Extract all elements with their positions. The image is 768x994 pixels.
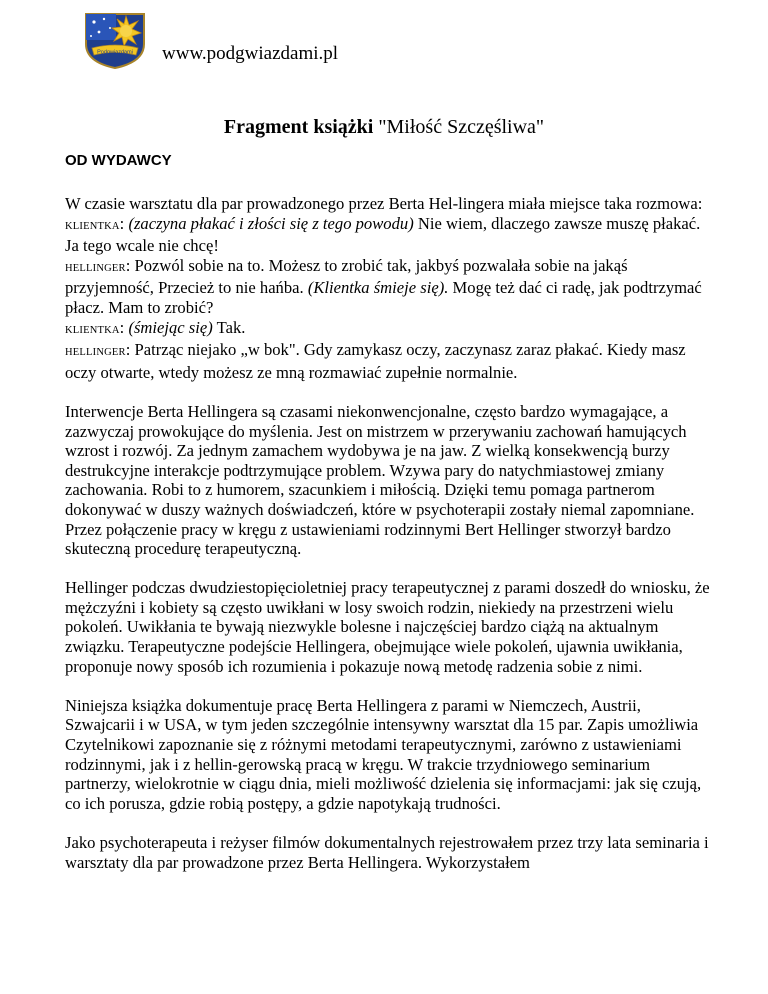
paragraph: Jako psychoterapeuta i reżyser filmów dokumentalnych rejestrowałem przez trzy lata seminaria i warsztaty dla par prowadzone przez Berta Hellingera. Wykorzystałem <box>65 833 709 872</box>
paragraph: Hellinger podczas dwudziestopięcioletniej pracy terapeutycznej z parami doszedł do wniosku, że mężczyźni i kobiety są często uwikłani w losy swoich rodzin, niekiedy na przestrzeni wielu pokoleń. Uwikłania te bywają niezwykle bolesne i najczęściej bardzo ciążą na aktualnym związku. Terapeutyczne podejście Hellingera, obejmujące wiele pokoleń, ujawnia uwikłania, proponuje nowy sposób ich rozumienia i pokazuje nową metodę radzenia sobie z nimi. <box>65 578 710 676</box>
dialogue-line: Patrząc niejako „w bok". Gdy zamykasz oczy, zaczynasz zaraz płakać. Kiedy masz oczy otwarte, wtedy możesz ze mną rozmawiać zupełnie normalnie. <box>65 340 686 382</box>
title-prefix: Fragment książki <box>223 116 379 138</box>
dialogue-block: W czasie warsztatu dla par prowadzonego przez Berta Hel-lingera miała miejsce taka rozmowa: KLIENTKA: (zaczyna płakać i złości się z tego powodu) Nie wiem, dlaczego zawsze muszę płakać. Ja tego wcale nie chcę! HELLINGER: Pozwól sobie na to. Możesz to zrobić tak, jakbyś pozwalała sobie na jakąś przyjemność, Przecież to nie hańba. (Klientka śmieje się). Mogę też dać ci radę, jak podtrzymać płacz. Mam to zrobić? KLIENTKA: (śmiejąc się) Tak. HELLINGER: Patrząc niejako „w bok". Gdy zamykasz oczy, zaczynasz zaraz płakać. Kiedy masz oczy otwarte, wtedy możesz ze mną rozmawiać zupełnie normalnie. <box>65 194 703 382</box>
stage-direction: (zaczyna płakać i złości się z tego powodu) <box>128 213 414 233</box>
document-body <box>65 194 715 892</box>
page-header <box>82 10 482 70</box>
site-url: www.podgwiazdami.pl <box>162 43 339 64</box>
paragraph: Interwencje Berta Hellingera są czasami niekonwencjonalne, często bardzo wymagające, a zazwyczaj prowokujące do myślenia. Jest on mistrzem w przerywaniu zachowań hamujących wzrost i rozwój. Za jednym zamachem wydobywa je na jaw. Z wielką konsekwencją burzy destrukcyjne interakcje podtrzymujące problem. Wzywa pary do natychmiastowej zmiany zachowania. Robi to z humorem, szacunkiem i miłością. Dzięki temu pomaga partnerom dokonywać w duszy ważnych doświadczeń, które w psychoterapii zostały niemal zapomniane. Przez połączenie pracy w kręgu z ustawieniami rodzinnymi Bert Hellinger stworzył bardzo skuteczną procedurę terapeutyczną. <box>65 401 695 559</box>
podgwiazdami-logo <box>82 10 148 70</box>
speaker-label: KLIENTKA <box>65 324 120 336</box>
stage-direction: (śmiejąc się) <box>128 317 213 337</box>
dialogue-line: Nie wiem, dlaczego zawsze muszę płakać. Ja tego wcale nie chcę! <box>65 213 701 256</box>
stage-direction: (Klientka śmieje się). <box>307 278 449 298</box>
paragraph: Niniejsza książka dokumentuje pracę Berta Hellingera z parami w Niemczech, Austrii, Szwajcarii i w USA, w tym jeden szczególnie intensywny warsztat dla 15 par. Zapis umożliwia Czytelnikowi zapoznanie się z różnymi metodami terapeutycznymi, zarówno z ustawieniami rodzinnymi, jak i z hellin-gerowską pracą w kręgu. W trakcie trzydniowego seminarium partnerzy, wielokrotnie w ciągu dnia, mieli możliwość dzielenia się informacjami: jak się czują, co ich porusza, gdzie robią postępy, a gdzie napotykają trudności. <box>65 695 702 813</box>
dialogue-line: Mogę też dać ci radę, jak podtrzymać płacz. Mam to zrobić? <box>65 278 702 317</box>
dialogue-intro: W czasie warsztatu dla par prowadzonego przez Berta Hel-lingera miała miejsce taka rozmowa: <box>65 194 703 213</box>
document-title <box>0 116 768 139</box>
speaker-label: HELLINGER <box>65 262 126 274</box>
title-book-name: "Miłość Szczęśliwa" <box>378 116 545 138</box>
svg-text:Podgwiazdami: Podgwiazdami <box>97 49 133 56</box>
speaker-label: HELLINGER <box>65 347 126 359</box>
speaker-label: KLIENTKA <box>65 220 120 232</box>
dialogue-line: Pozwól sobie na to. Możesz to zrobić tak, jakbyś pozwalała sobie na jakąś przyjemność, Przecież to nie hańba. <box>65 255 628 298</box>
section-heading: OD WYDAWCY <box>65 152 172 169</box>
dialogue-line: Tak. <box>212 317 246 337</box>
